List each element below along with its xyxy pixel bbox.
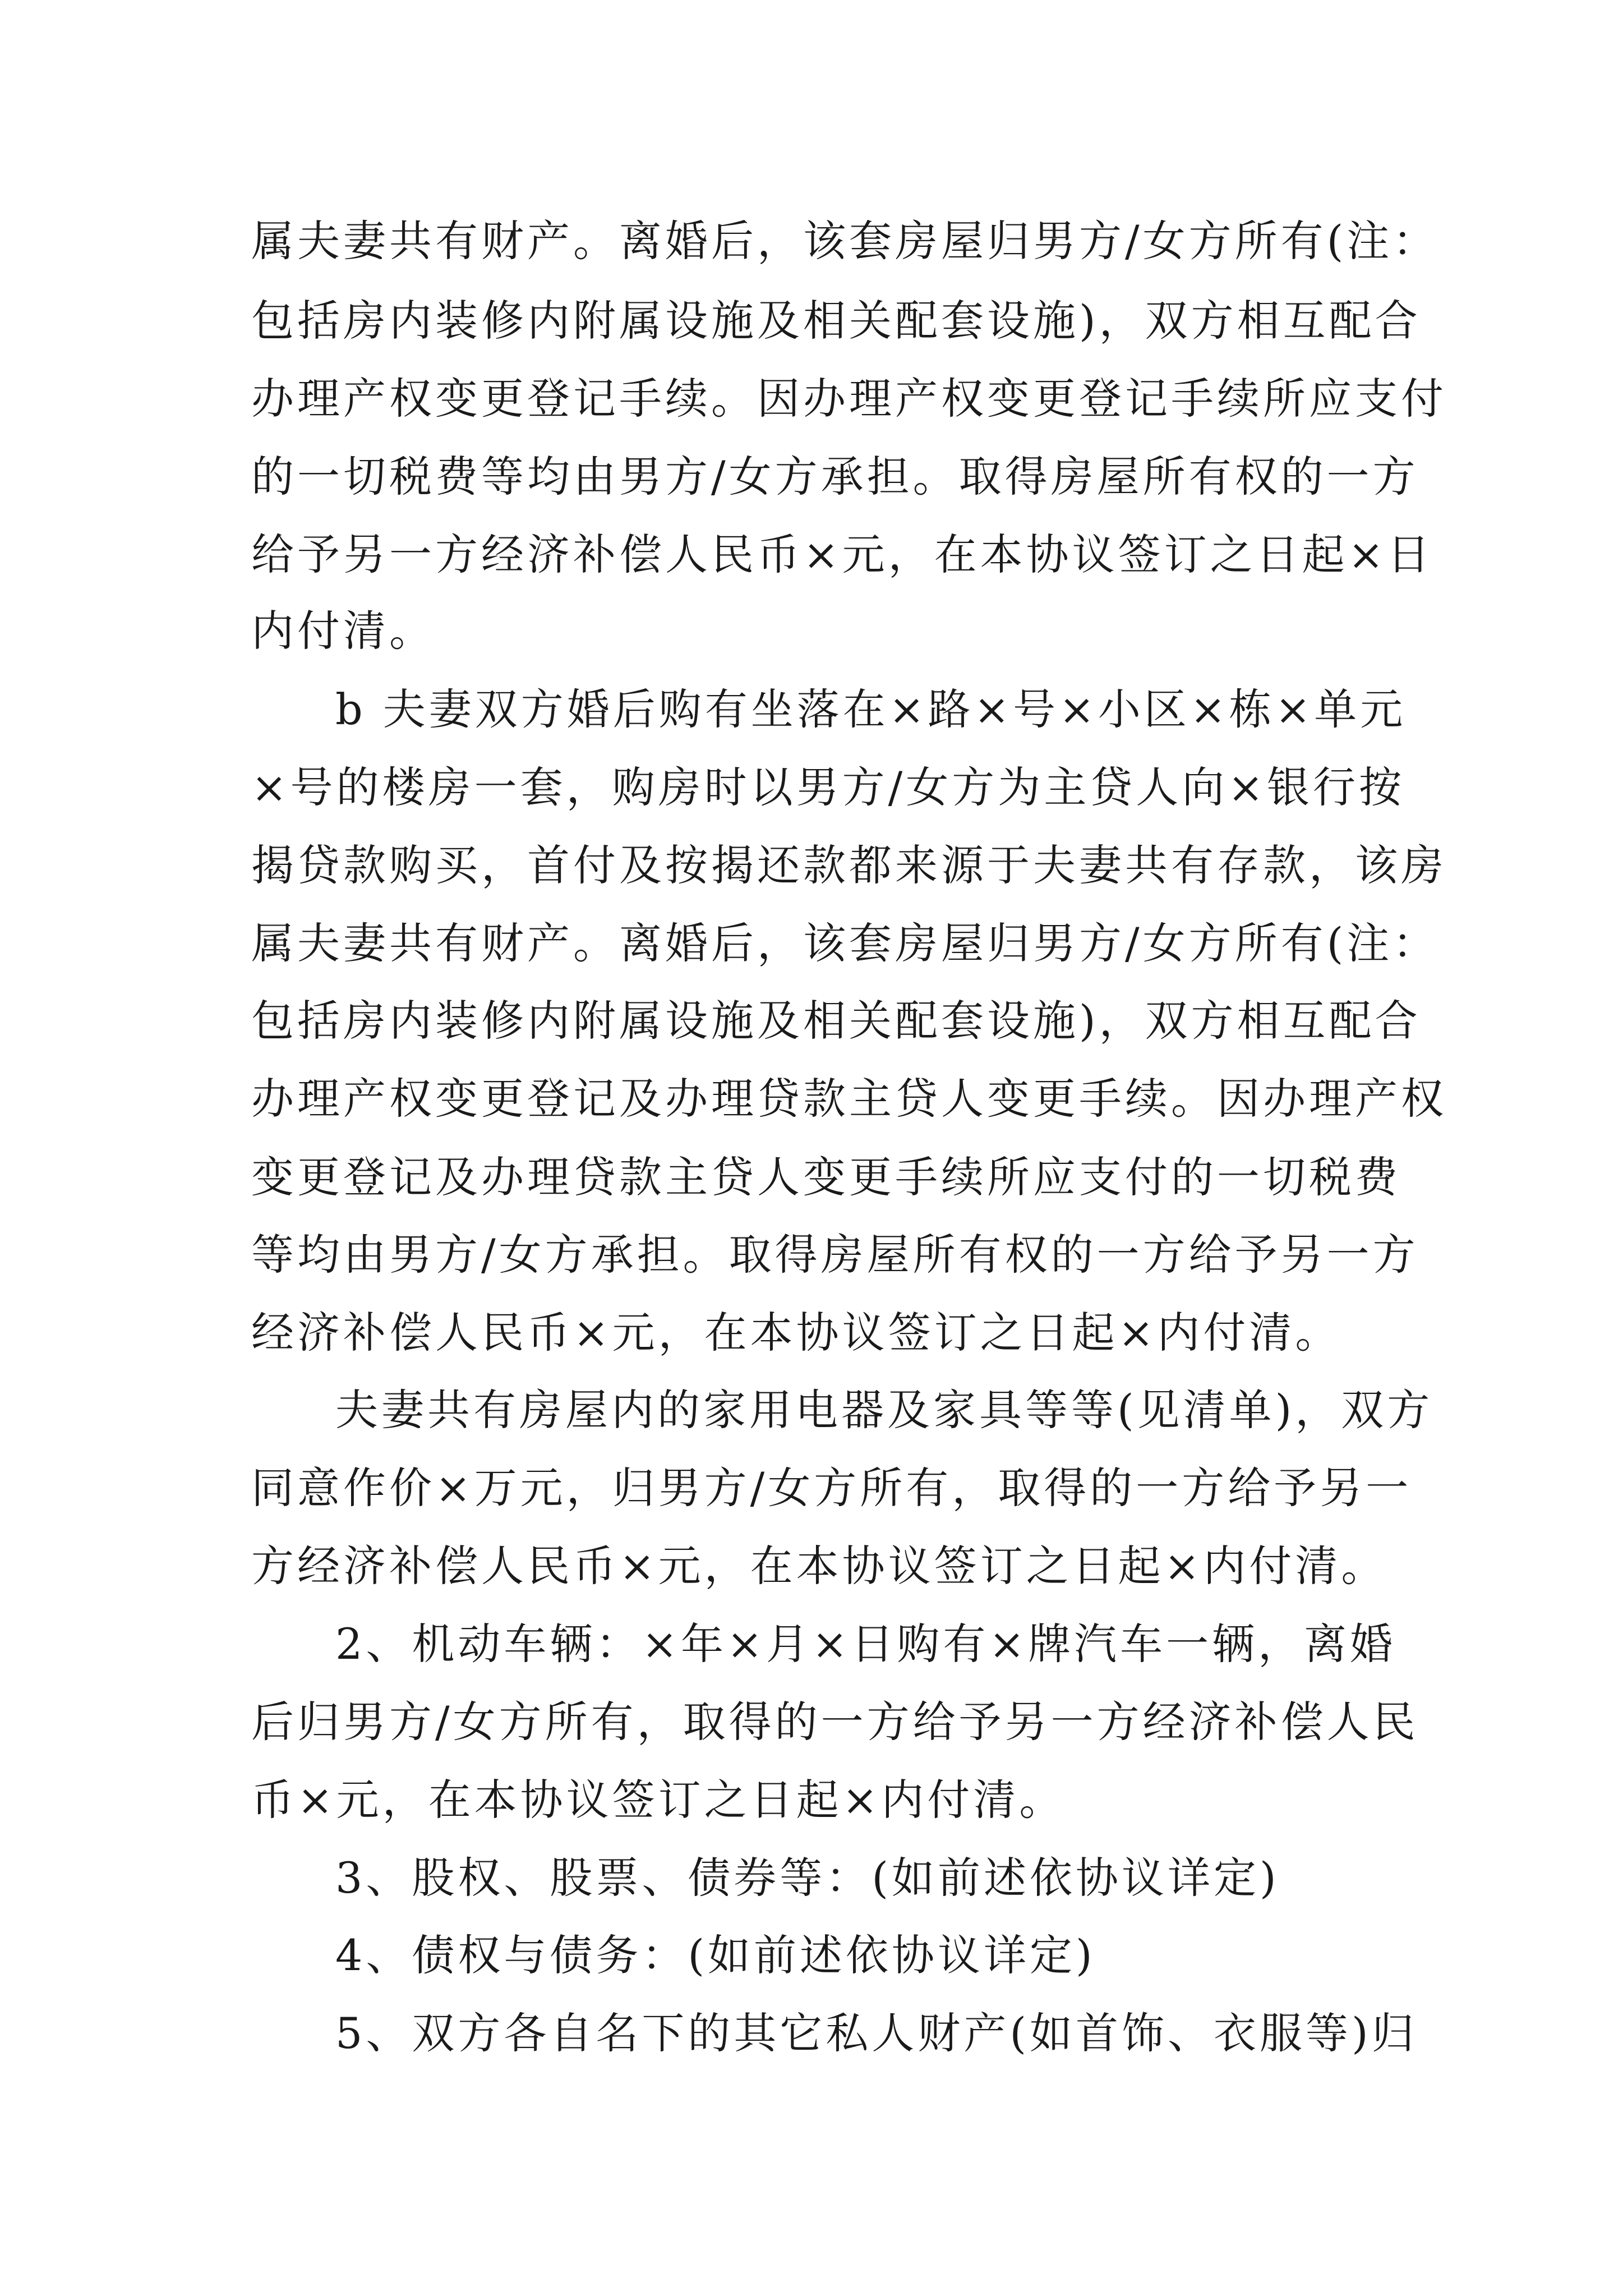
text-line: ×号的楼房一套，购房时以男方/女方为主贷人向×银行按 <box>251 762 1405 812</box>
text-line: 经济补偿人民币×元，在本协议签订之日起×内付清。 <box>251 1308 1341 1358</box>
text-line: 变更登记及办理贷款主贷人变更手续所应支付的一切税费 <box>251 1152 1401 1202</box>
text-line: b 夫妻双方婚后购有坐落在×路×号×小区×栋×单元 <box>335 684 1407 734</box>
text-line: 同意作价×万元，归男方/女方所有，取得的一方给予另一 <box>251 1463 1412 1513</box>
text-line: 属夫妻共有财产。离婚后，该套房屋归男方/女方所有(注： <box>251 918 1439 968</box>
text-line: 包括房内装修内附属设施及相关配套设施)，双方相互配合 <box>251 996 1421 1046</box>
text-line: 的一切税费等均由男方/女方承担。取得房屋所有权的一方 <box>251 452 1419 501</box>
text-line: 办理产权变更登记手续。因办理产权变更登记手续所应支付 <box>251 374 1447 424</box>
text-line: 夫妻共有房屋内的家用电器及家具等等(见清单)，双方 <box>335 1385 1433 1435</box>
text-line: 包括房内装修内附属设施及相关配套设施)，双方相互配合 <box>251 296 1421 346</box>
text-line: 币×元，在本协议签订之日起×内付清。 <box>251 1775 1066 1825</box>
text-line: 属夫妻共有财产。离婚后，该套房屋归男方/女方所有(注： <box>251 216 1439 266</box>
text-line: 后归男方/女方所有，取得的一方给予另一方经济补偿人民 <box>251 1697 1419 1747</box>
text-line: 5、双方各自名下的其它私人财产(如首饰、衣服等)归 <box>335 2008 1418 2058</box>
text-line: 3、股权、股票、债券等：(如前述依协议详定) <box>335 1853 1280 1903</box>
text-line: 给予另一方经济补偿人民币×元，在本协议签订之日起×日 <box>251 530 1433 579</box>
text-line: 揭贷款购买，首付及按揭还款都来源于夫妻共有存款，该房 <box>251 840 1447 890</box>
text-line: 方经济补偿人民币×元，在本协议签订之日起×内付清。 <box>251 1541 1387 1591</box>
text-line: 办理产权变更登记及办理贷款主贷人变更手续。因办理产权 <box>251 1074 1447 1124</box>
text-line: 2、机动车辆：×年×月×日购有×牌汽车一辆，离婚 <box>335 1619 1396 1669</box>
text-line: 内付清。 <box>251 606 435 656</box>
text-line: 4、债权与债务：(如前述依协议详定) <box>335 1930 1096 1980</box>
text-line: 等均由男方/女方承担。取得房屋所有权的一方给予另一方 <box>251 1230 1419 1280</box>
